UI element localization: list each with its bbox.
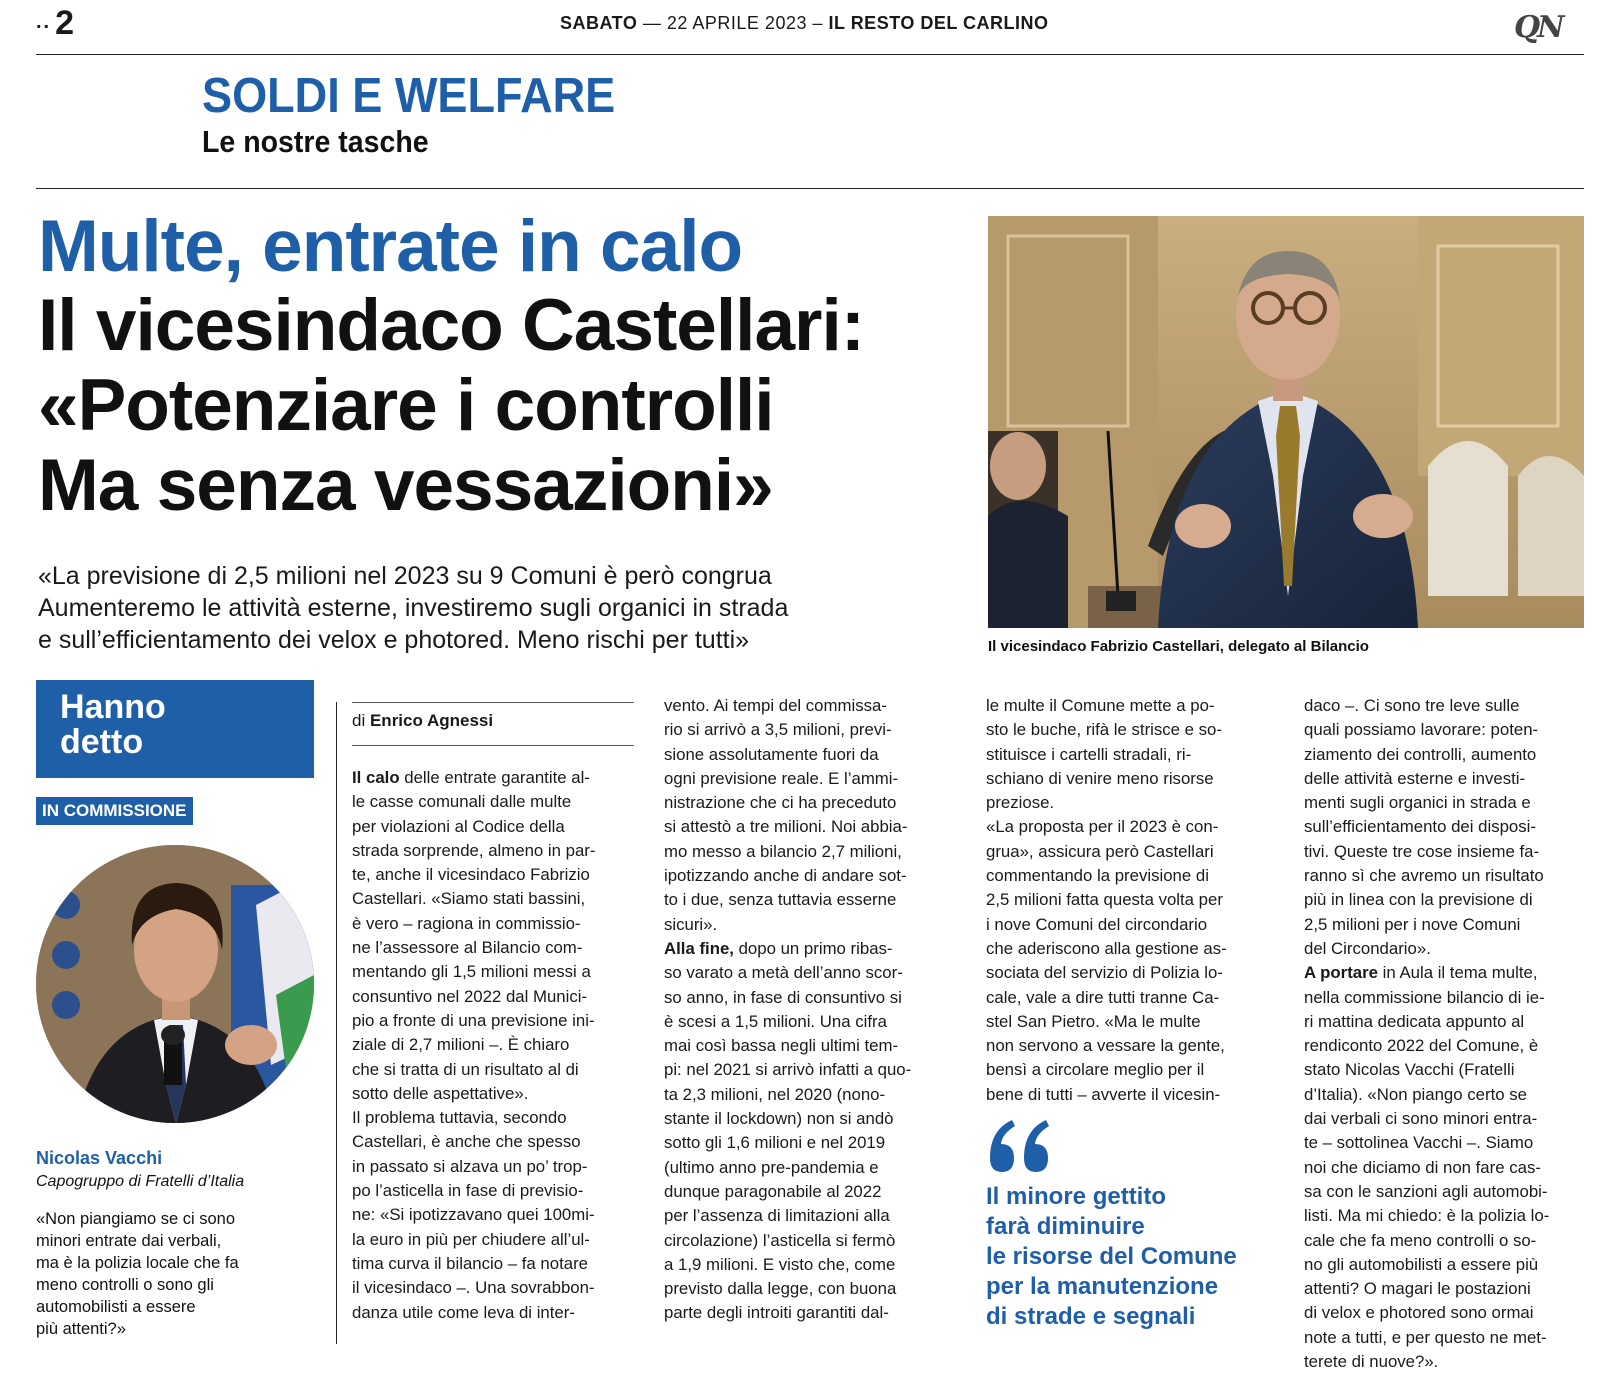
article-column-4: daco –. Ci sono tre leve sulle quali possiamo lavorare: poten- ziamento dei controlli, aumento delle attività esterne e investi- menti sugli organici in strada e sull’efficientamento dei disposi- tivi. Queste tre cose insieme fa- ranno sì che avremo un risultato più in linea con la previsione di 2,5 milioni per i nove Comuni del Circondario». A portare in Aula il tema multe, nella commissione bilancio di ie- ri mattina dedicata appunto al rendiconto 2022 del Comune, è stato Nicolas Vacchi (Fratelli d’Italia). «Non piango certo se dai verbali ci sono minori entra- te – sottolinea Vacchi –. Siamo noi che diciamo di non fare cas- sa con le sanzioni agli automobi- listi. Ma mi chiedo: è la polizia lo- cale che fa meno controlli o so- no gli automobilisti a essere più attenti? O magari le postazioni di velox e photored sono ormai note a tutti, e per questo ne met- terete di nuove?». (1304, 696, 1550, 1372)
masthead: SABATO — 22 APRILE 2023 – IL RESTO DEL CARLINO (560, 13, 1049, 33)
article-column-3: le multe il Comune mette a po- sto le buche, rifà le strisce e so- stituisce i cartelli stradali, ri- schiano di venire meno risorse preziose. «La proposta per il 2023 è con- grua», assicura però Castellari commentando la previsione di 2,5 milioni fatta questa volta per i nove Comuni del circondario che aderiscono alla gestione as- sociata del servizio di Polizia lo- cale, vale a dire tutti tranne Ca- stel San Pietro. «Ma le multe non servono a vessare la gente, bensì a circolare meglio per il bene di tutti – avverte il vicesin- (986, 696, 1227, 1104)
pull-quote: Il minore gettito farà diminuire le risorse del Comune per la manutenzione di strade e segnali (986, 1183, 1237, 1330)
headline-line: Ma senza vessazioni» (38, 445, 773, 526)
qn-logo: QN (1514, 10, 1562, 45)
quote-line: meno controlli o sono gli (36, 1276, 214, 1294)
header-rule (36, 54, 1584, 55)
quote-mark-icon (986, 1118, 1056, 1174)
quote-line: «Non piangiamo se ci sono (36, 1210, 236, 1228)
lead-in: Il calo (352, 768, 400, 787)
summary-line: Aumenteremo le attività esterne, investiremo sugli organici in strada (38, 594, 789, 622)
column-divider (336, 702, 337, 1344)
masthead-newspaper: IL RESTO DEL CARLINO (828, 13, 1049, 33)
section-title: SOLDI E WELFARE (202, 69, 616, 123)
section-rule (36, 188, 1584, 189)
sidebar-name: Nicolas Vacchi (36, 1148, 163, 1168)
sidebar-role: Capogruppo di Fratelli d’Italia (36, 1173, 245, 1190)
masthead-day: SABATO (560, 13, 638, 33)
photo-caption: Il vicesindaco Fabrizio Castellari, delegato al Bilancio (988, 638, 1369, 655)
quote-line: più attenti?» (36, 1320, 126, 1338)
summary-line: «La previsione di 2,5 milioni nel 2023 su 9 Comuni è però congrua (38, 562, 772, 590)
quote-line: ma è la polizia locale che fa (36, 1254, 239, 1272)
page-number: .. 2 (36, 4, 75, 42)
summary (38, 560, 918, 656)
quote-line: minori entrate dai verbali, (36, 1232, 222, 1250)
headline (38, 286, 918, 526)
byline-rule-top (352, 702, 634, 703)
sidebar-header-box (36, 680, 314, 778)
byline: di Enrico Agnessi (352, 711, 494, 730)
summary-line: e sull’efficientamento dei velox e photored. Meno rischi per tutti» (38, 626, 750, 654)
lead-in: Alla fine, (664, 938, 734, 958)
sidebar-header-label: Hanno detto (60, 688, 166, 761)
byline-author: Enrico Agnessi (369, 711, 494, 730)
sidebar-quote (36, 1208, 316, 1340)
masthead-date: 22 APRILE 2023 (666, 13, 807, 33)
quote-line: automobilisti a essere (36, 1298, 196, 1316)
headline-line: Il vicesindaco Castellari: (38, 285, 865, 366)
article-column-1: Il calo delle entrate garantite al- le casse comunali dalle multe per violazioni al Codice della strada sorprende, almeno in par- te, anche il vicesindaco Fabrizio Castellari. «Siamo stati bassini, è vero – ragiona in commissio- ne l’assessore al Bilancio com- mentando gli 1,5 milioni messi a consuntivo nel 2022 dal Munici- pio a fronte di una previsione ini- ziale di 2,7 milioni –. È chiaro che si tratta di un risultato al di sotto delle aspettative». Il problema tuttavia, secondo Castellari, è anche che spesso in passato si alzava un po’ trop- po l’asticella in fase di previsio- ne: «Si ipotizzavano quei 100mi- la euro in più per chiudere all’ul- tima curva il bilancio – fa notare il vicesindaco –. Una sovrabbon- danza utile come leva di inter- (352, 768, 596, 1322)
sidebar-tag: IN COMMISSIONE (36, 797, 193, 825)
article-column-2: vento. Ai tempi del commissa- rio si arrivò a 3,5 milioni, previ- sione assolutamente fuori da ogni previsione reale. E l’ammi- nistrazione che ci ha preceduto si attestò a tre milioni. Noi abbia- mo messo a bilancio 2,7 milioni, ipotizzando anche di andare sot- to i due, senza tuttavia esserne sicuri». Alla fine, dopo un primo ribas- so varato a metà dell’anno scor- so anno, in fase di consuntivo si è scesi a 1,5 milioni. Una cifra mai così bassa negli ultimi tem- pi: nel 2021 si arrivò infatti a quo- ta 2,3 milioni, nel 2020 (nono- stante il lockdown) non si andò sotto gli 1,6 milioni e nel 2019 (ultimo anno pre-pandemia e dunque paragonabile al 2022 per l’assenza di limitazioni alla circolazione) l’asticella si fermò a 1,9 milioni. E visto che, come previsto dalla legge, con buona parte degli introiti garantiti dal- (664, 696, 912, 1323)
avatar (36, 845, 314, 1123)
main-photo (988, 216, 1584, 628)
section-subtitle: Le nostre tasche (202, 124, 429, 159)
byline-rule-bottom (352, 745, 634, 746)
headline-line: «Potenziare i controlli (38, 365, 774, 446)
lead-in: A portare (1304, 963, 1378, 983)
headline-kicker: Multe, entrate in calo (38, 206, 743, 287)
